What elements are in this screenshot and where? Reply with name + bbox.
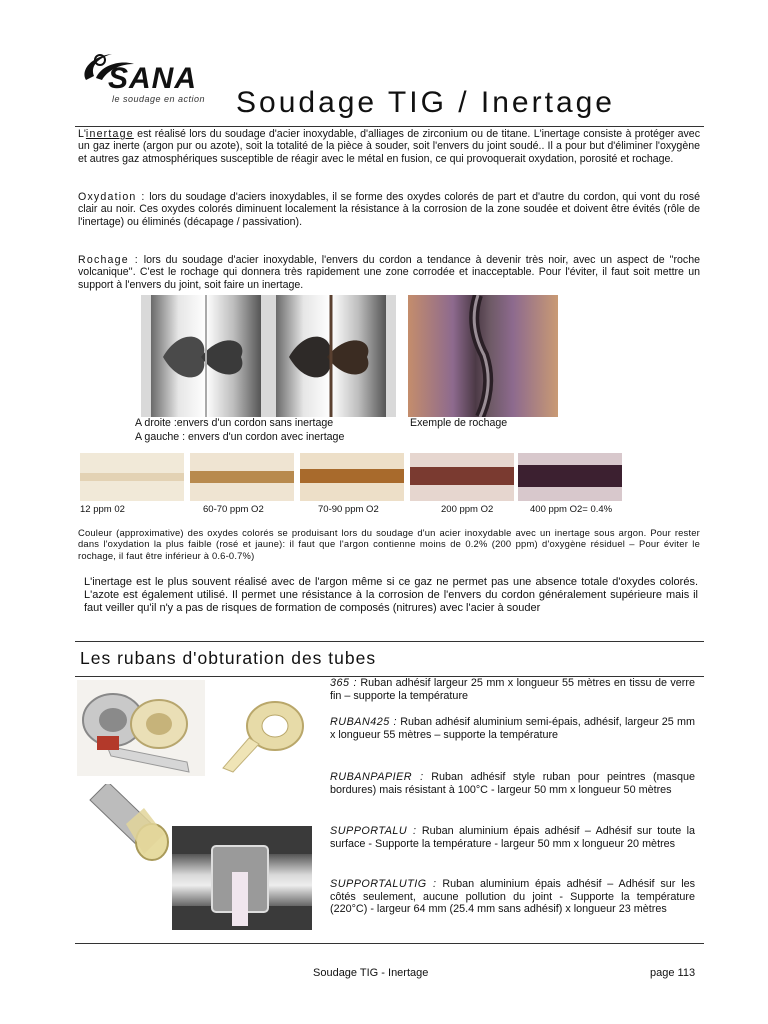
product-code: 365 : [330, 677, 357, 689]
strip-200ppm [410, 453, 514, 501]
strip-label: 60-70 ppm O2 [203, 504, 264, 515]
product-code: RUBANPAPIER : [330, 771, 424, 783]
product-ruban425 [330, 716, 695, 741]
sana-logo [78, 50, 218, 110]
intro-keyword: inertage [85, 128, 134, 140]
product-code: SUPPORTALU : [330, 825, 417, 837]
strip-band [190, 471, 294, 483]
strip-12ppm [80, 453, 184, 501]
product-365 [330, 677, 695, 702]
product-rubanpapier [330, 771, 695, 796]
section-rule-top [75, 641, 704, 642]
product-supportalutig [330, 878, 695, 916]
rochage-keyword: Rochage : [78, 254, 139, 266]
oxydation-text: lors du soudage d'aciers inoxydables, il se forme des oxydes colorés de part et d'autre du cordon, qui vont du rosé clair au noir. Ces oxydes colorés diminuent localement la résistance à la corrosion de la zone soudée et doivent être évités (rôle de l'inertage) ou éliminés (décapage / passivation). [78, 191, 700, 228]
product-desc: Ruban adhésif style ruban pour peintres (masque bordures) mais résistant à 100°C - largeur 50 mm x longueur 50 mètres [330, 771, 695, 796]
footer-title: Soudage TIG - Inertage [313, 967, 429, 979]
pipes-caption-line2: A gauche : envers d'un cordon avec inertage [135, 431, 345, 443]
product-desc: Ruban aluminium épais adhésif – Adhésif sur les côtés seulement, aucune pollution du joint - Supporte la température (220°C) - largeur 64 mm (25.4 mm sans adhésif) x longueur 23 mètres [330, 878, 695, 916]
strip-label: 70-90 ppm O2 [318, 504, 379, 515]
section-title: Les rubans d'obturation des tubes [80, 648, 377, 668]
rochage-paragraph [78, 254, 700, 291]
tape-rolls-photo [77, 680, 205, 776]
strip-400ppm [518, 453, 622, 501]
page-title: Soudage TIG / Inertage [236, 86, 615, 119]
oxydation-paragraph [78, 191, 700, 228]
pipe-tape-photo [86, 784, 174, 874]
rochage-caption: Exemple de rochage [410, 417, 508, 429]
pipes-photo [141, 295, 396, 417]
product-desc: Ruban adhésif aluminium semi-épais, adhésif, largeur 25 mm x longueur 55 mètres – supporte la température [330, 716, 695, 741]
paper-tape-photo [219, 694, 311, 774]
pipes-caption-line1: A droite :envers d'un cordon sans inertage [135, 417, 334, 429]
strip-label: 400 ppm O2= 0.4% [530, 504, 613, 515]
strip-60-70ppm [190, 453, 294, 501]
logo-tagline: le soudage en action [112, 94, 206, 104]
intro-text: est réalisé lors du soudage d'acier inoxydable, d'alliages de zirconium ou de titane. L'inertage consiste à protéger avec un gaz inerte (argon pur ou azote), soit la totalité de la pièce à souder, soit l'envers du joint soudé.. Il a pour but d'éliminer l'oxygène et autres gaz atmosphériques susceptible de réagir avec le métal en fusion, ce qui provoquerait oxydation, porosité et rochage. [78, 128, 700, 165]
strip-70-90ppm [300, 453, 404, 501]
product-desc: Ruban aluminium épais adhésif – Adhésif sur toute la surface - Supporte la température - largeur 50 mm x longueur 20 mètres [330, 825, 695, 850]
page-number: page 113 [650, 967, 696, 979]
strip-band [300, 469, 404, 483]
strips-caption: Couleur (approximative) des oxydes colorés se produisant lors du soudage d'un acier inoxydable avec un inertage sous argon. Pour rester dans l'oxydation la plus faible (rosé et jaune): il faut que l'argon contienne moins de 0.2% (200 ppm) d'oxygène résiduel – Pour éviter le rochage, il faut être inférieur à 0.6-0.7%) [78, 527, 700, 561]
strip-band [410, 467, 514, 485]
logo-text: SANA [108, 62, 198, 95]
intro-lead: L' [78, 128, 86, 140]
support-alu-photo [172, 826, 312, 930]
product-supportalu [330, 825, 695, 850]
strip-label: 12 ppm 02 [80, 504, 125, 515]
oxydation-keyword: Oxydation : [78, 191, 146, 203]
product-desc: Ruban adhésif largeur 25 mm x longueur 55 mètres en tissu de verre fin – supporte la température [330, 677, 696, 702]
intro-paragraph [78, 128, 700, 165]
strip-label: 200 ppm O2 [441, 504, 494, 515]
rochage-text: lors du soudage d'acier inoxydable, l'envers du cordon a tendance à devenir très noir, avec un aspect de ''roche volcanique''. C'est le rochage qui donnera très rapidement une zone corrodée et inacceptable. Pour l'éviter, il faut soit mettre un support à l'envers du joint, soit faire un inertage. [78, 254, 700, 291]
strip-band [80, 473, 184, 481]
product-code: RUBAN425 : [330, 716, 397, 728]
strip-band [518, 465, 622, 487]
footer-rule [75, 943, 704, 944]
product-code: SUPPORTALUTIG : [330, 878, 437, 890]
title-rule [75, 126, 704, 127]
argon-paragraph: L'inertage est le plus souvent réalisé avec de l'argon même si ce gaz ne permet pas une absence totale d'oxydes colorés. L'azote est également utilisé. Il permet une résistance à la corrosion de l'envers du cordon généralement supérieure mais il faut veiller qu'il n'y a pas de risques de formation de composés (nitrures) avec l'acier à souder [84, 576, 698, 614]
rochage-photo [408, 295, 558, 417]
